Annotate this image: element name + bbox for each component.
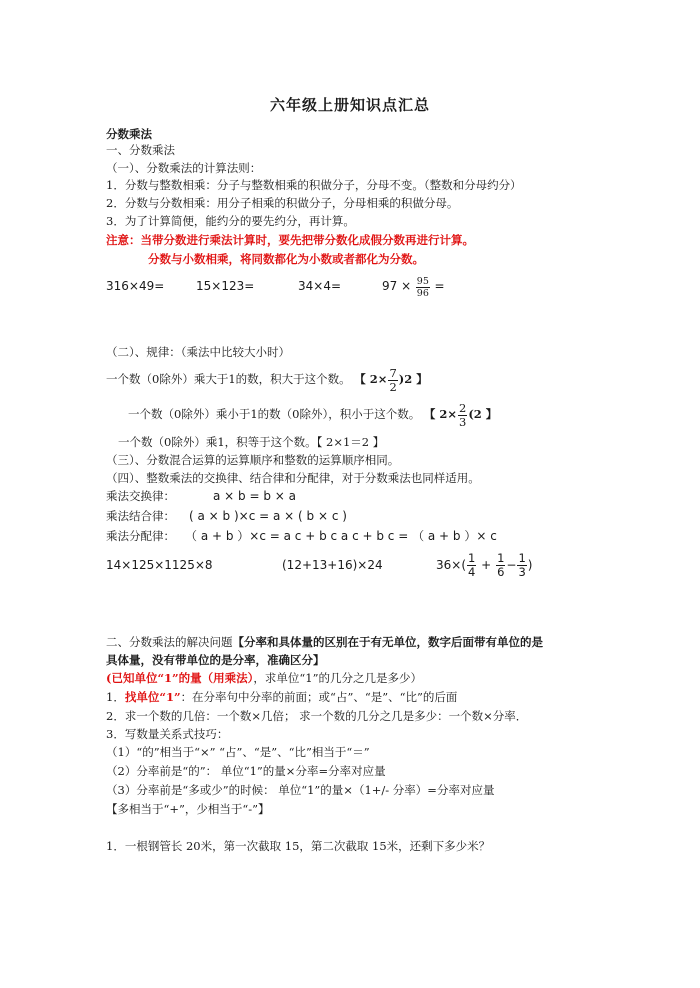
tip-3: （3）分率前是“多或少”的时候： 单位“1”的量×（1+/- 分率）=分率对应量 <box>106 783 495 797</box>
tip-4: 【多相当于“+”，少相当于“-”】 <box>106 802 270 816</box>
note-label: 注意： <box>106 233 141 247</box>
fraction-7-2: $\frac{7}{2}$ <box>389 365 397 394</box>
tip-1: （1）“的”相当于“×” “占”、“是”、“比”相当于“＝” <box>106 745 370 759</box>
part2-heading-line <box>106 634 543 650</box>
part1-heading: 一、分数乘法 <box>106 143 175 157</box>
rule-3: 3．为了计算简便，能约分的要先约分，再计算。 <box>106 214 355 228</box>
sub4-laws: （四）、整数乘法的交换律、结合律和分配律，对于分数乘法也同样适用。 <box>106 471 480 485</box>
commutative-law: 乘法交换律： a × b = b × a <box>106 489 296 503</box>
exercise-97-fraction: 97 × $\frac{95}{96}$ = <box>382 275 445 299</box>
step-multiples: 2．求一个数的几倍：一个数×几倍； 求一个数的几分之几是多少：一个数×分率． <box>106 709 528 723</box>
step-find-unit: 1．找单位“1”：在分率句中分率的前面；或“占”、“是”、“比”的后面 <box>106 690 458 704</box>
fraction-1-4: $\frac{1}{4}$ <box>468 551 476 579</box>
known-unit-line: (已知单位“1”的量（用乘法），求单位“1”的几分之几是多少） <box>106 671 422 685</box>
distributive-law: 乘法分配律： （ a + b ）×c = a c + b c a c + b c = （ a + b ）× c <box>106 529 497 543</box>
associative-law: 乘法结合律： ( a × b )×c = a × ( b × c ) <box>106 509 347 523</box>
page-title: 六年级上册知识点汇总 <box>269 96 430 114</box>
exercise-14x125: 14×125×1125×8 <box>106 558 213 572</box>
exercise-316x49: 316×49= <box>106 279 165 293</box>
step-relationship-tips: 3．写数量关系式技巧： <box>106 727 229 741</box>
rule-1: 1．分数与整数相乘：分子与整数相乘的积做分子，分母不变。（整数和分母约分） <box>106 178 522 192</box>
sub3-order: （三）、分数混合运算的运算顺序和整数的运算顺序相同。 <box>106 453 400 467</box>
law-equal-one: 一个数（0除外）乘1，积等于这个数。【 2×1＝2 】 <box>118 435 385 449</box>
section-heading: 分数乘法 <box>106 127 152 141</box>
rule-2: 2．分数与分数相乘：用分子相乘的积做分子，分母相乘的积做分母。 <box>106 196 459 210</box>
part2-heading: 二、分数乘法的解决问题 <box>106 635 233 649</box>
fraction-1-6: $\frac{1}{6}$ <box>497 551 505 579</box>
sub2-heading: （二）、规律：（乘法中比较大小时） <box>106 345 290 359</box>
note-text-1: 当带分数进行乘法计算时，要先把带分数化成假分数再进行计算。 <box>140 233 474 247</box>
exercise-34x4: 34×4= <box>298 279 342 293</box>
tip-2: （2）分率前是“的”： 单位“1”的量×分率=分率对应量 <box>106 764 386 778</box>
law-less-than-one: 一个数（0除外）乘小于1的数（0除外），积小于这个数。 【 2× $\frac{2}{3}$ (2 】 <box>128 400 498 429</box>
part2-bold-text-1: 【分率和具体量的区别在于有无单位，数字后面带有单位的是 <box>232 635 543 649</box>
fraction-2-3: $\frac{2}{3}$ <box>459 400 467 429</box>
note-line-1 <box>106 232 474 248</box>
exercise-15x123: 15×123= <box>196 279 255 293</box>
part2-bold-text-2: 具体量，没有带单位的是分率，准确区分】 <box>106 653 325 667</box>
law-greater-than-one: 一个数（0除外）乘大于1的数，积大于这个数。 【 2× $\frac{7}{2}$ )2 】 <box>106 365 428 394</box>
problem-1: 1．一根钢管长 20米，第一次截取 15，第二次截取 15米，还剩下多少米？ <box>106 839 491 853</box>
sub1-heading: （一）、分数乘法的计算法则： <box>106 161 262 175</box>
note-line-2: 分数与小数相乘，将同数都化为小数或者都化为分数。 <box>148 252 424 266</box>
exercise-36-fractions: 36×( $\frac{1}{4}$ + $\frac{1}{6}$ − $\frac{1}{3}$ ) <box>436 551 533 579</box>
exercise-12-13-16: (12+13+16)×24 <box>282 558 383 572</box>
fraction-95-96: $\frac{95}{96}$ <box>416 275 429 299</box>
fraction-1-3: $\frac{1}{3}$ <box>518 551 526 579</box>
